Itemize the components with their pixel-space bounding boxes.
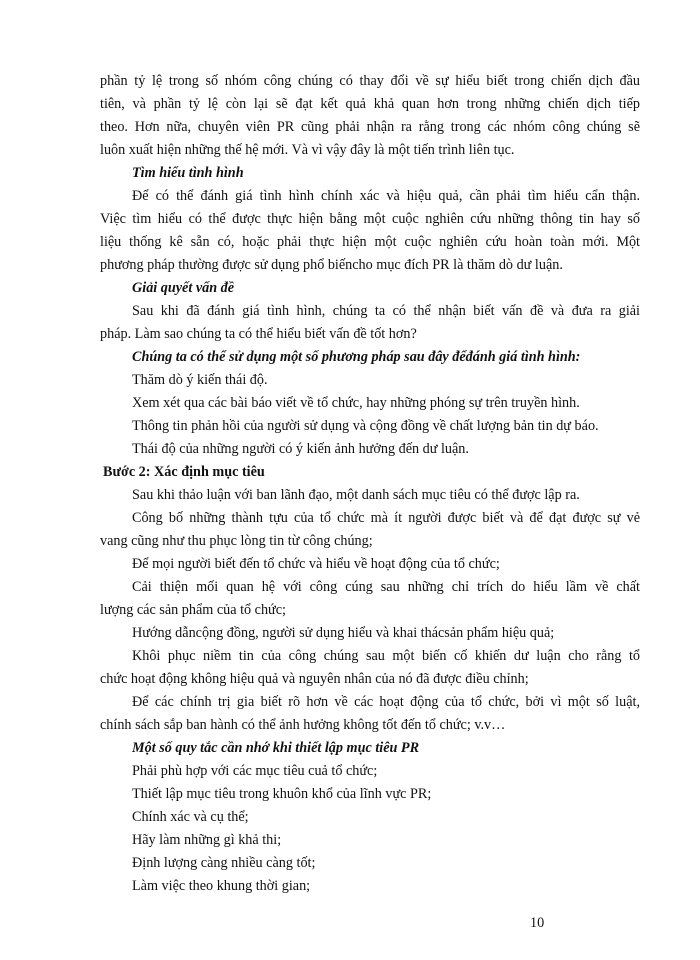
list-item: Chính xác và cụ thể; [132, 809, 249, 825]
text-line: pháp. Làm sao chúng ta có thể hiểu biết vấn đề tốt hơn? [100, 326, 417, 342]
list-item: Thông tin phản hồi của người sử dụng và cộng đồng về chất lượng bản tin dự báo. [132, 418, 599, 434]
list-item: Khôi phục niềm tin của công chúng sau một biến cố khiến dư luận cho rằng tổ [132, 648, 640, 664]
list-item: Cải thiện mối quan hệ với công cúng sau những chỉ trích do hiểu lầm về chất [132, 579, 640, 595]
list-item: Để mọi người biết đến tổ chức và hiểu về hoạt động của tổ chức; [132, 556, 500, 572]
document-body [100, 70, 640, 898]
list-item: Định lượng càng nhiều càng tốt; [132, 855, 316, 871]
list-item: Làm việc theo khung thời gian; [132, 878, 311, 894]
list-item: Hãy làm những gì khả thi; [132, 832, 282, 848]
list-item: Thái độ của những người có ý kiến ảnh hưởng đến dư luận. [132, 441, 469, 457]
section-heading: Tìm hiểu tình hình [132, 165, 244, 181]
section-heading: Một số quy tắc cần nhớ khi thiết lập mục tiêu PR [132, 740, 420, 756]
list-item: Hướng dẫncộng đồng, người sử dụng hiểu và khai thácsản phẩm hiệu quả; [132, 625, 555, 641]
list-item-continuation: lượng các sản phẩm của tổ chức; [100, 602, 286, 618]
section-heading: Giải quyết vấn đề [132, 280, 235, 296]
text-line: luôn xuất hiện những thế hệ mới. Và vì vậy đây là một tiến trình liên tục. [100, 142, 515, 158]
section-heading: Chúng ta có thể sử dụng một số phương pháp sau đây đểđánh giá tình hình: [132, 349, 581, 365]
list-item: Thăm dò ý kiến thái độ. [132, 372, 268, 388]
list-item: Thiết lập mục tiêu trong khuôn khổ của lĩnh vực PR; [132, 786, 432, 802]
list-item: Để các chính trị gia biết rõ hơn về các hoạt động của tổ chức, bởi vì một số luật, [132, 694, 640, 710]
step-heading: Bước 2: Xác định mục tiêu [103, 464, 265, 480]
text-line: liệu thống kê sẵn có, hoặc phải thực hiện một cuộc nghiên cứu hoàn toàn mới. Một [100, 234, 640, 250]
text-line: tiên, và phần tỷ lệ còn lại sẽ đạt kết quả khả quan hơn trong những chiến dịch tiếp [100, 96, 640, 112]
list-item-continuation: chính sách sắp ban hành có thể ảnh hưởng không tốt đến tổ chức; v.v… [100, 717, 506, 733]
list-item-continuation: chức hoạt động không hiệu quả và nguyên nhân của nó đã được điều chỉnh; [100, 671, 529, 687]
page-number: 10 [530, 915, 545, 931]
text-line: Sau khi đã đánh giá tình hình, chúng ta có thể nhận biết vấn đề và đưa ra giải [132, 303, 640, 319]
text-line: Để có thể đánh giá tình hình chính xác và hiệu quả, cần phải tìm hiểu cẩn thận. [132, 188, 640, 204]
text-line: theo. Hơn nữa, chuyên viên PR cũng phải nhận ra rằng trong các nhóm công chúng sẽ [100, 119, 640, 135]
list-item: Phải phù hợp với các mục tiêu cuả tổ chức; [132, 763, 378, 779]
text-line: Sau khi thảo luận với ban lãnh đạo, một danh sách mục tiêu có thể được lập ra. [132, 487, 580, 503]
list-item: Xem xét qua các bài báo viết về tổ chức, hay những phóng sự trên truyền hình. [132, 395, 580, 411]
list-item-continuation: vang cũng như thu phục lòng tin từ công chúng; [100, 533, 373, 549]
text-line: phần tỷ lệ trong số nhóm công chúng có thay đổi về sự hiểu biết trong chiến dịch đầu [100, 73, 640, 89]
text-line: Việc tìm hiểu có thể được thực hiện bằng một cuộc nghiên cứu những thông tin hay số [100, 211, 640, 227]
list-item: Công bố những thành tựu của tổ chức mà ít người được biết và để đạt được sự vẻ [132, 510, 640, 526]
text-line: phương pháp thường được sử dụng phổ biếncho mục đích PR là thăm dò dư luận. [100, 257, 563, 273]
